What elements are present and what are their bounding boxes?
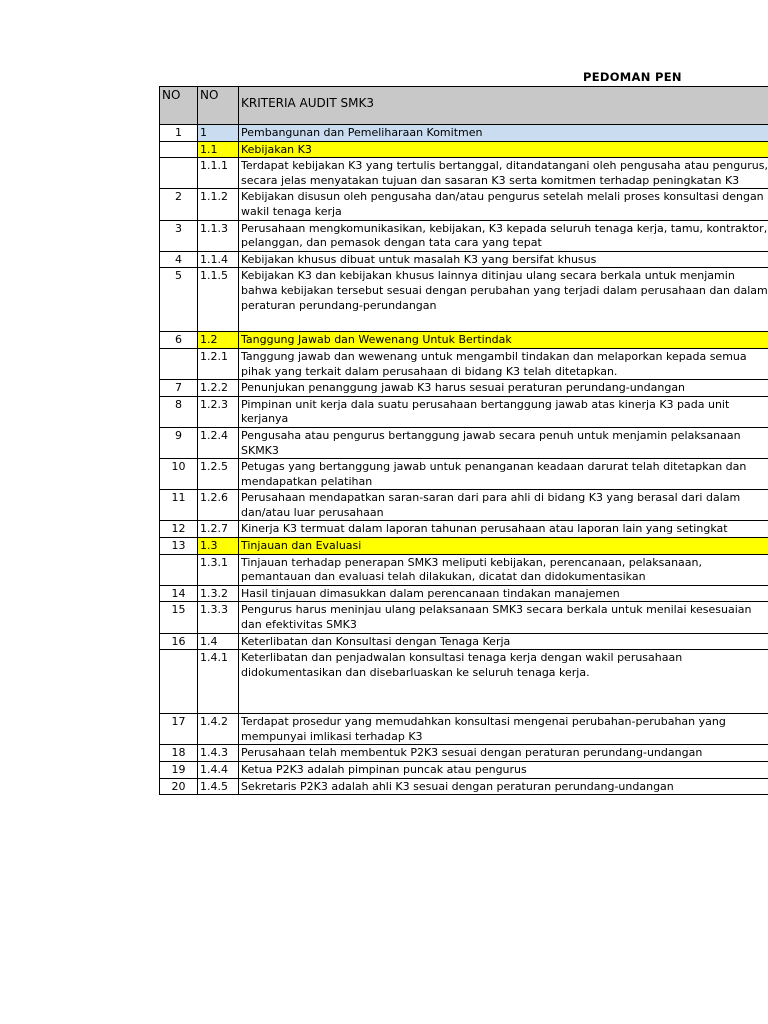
row-number: 11: [160, 490, 198, 521]
table-row: [160, 538, 768, 555]
criteria-code: 1.1: [198, 141, 239, 158]
criteria-text: Keterlibatan dan penjadwalan konsultasi tenaga kerja dengan wakil perusahaan didokumentasikan dan disebarluaskan ke seluruh tenaga kerja.: [239, 650, 768, 714]
criteria-text: Pimpinan unit kerja dala suatu perusahaan bertanggung jawab atas kinerja K3 pada unit kerjanya: [239, 396, 768, 427]
criteria-text: Pengurus harus meninjau ulang pelaksanaan SMK3 secara berkala untuk menilai kesesuaian dan efektivitas SMK3: [239, 602, 768, 633]
row-number: [160, 650, 198, 714]
row-number: 19: [160, 762, 198, 779]
criteria-code: 1.4.4: [198, 762, 239, 779]
criteria-code: 1.3.2: [198, 585, 239, 602]
criteria-text: Ketua P2K3 adalah pimpinan puncak atau pengurus: [239, 762, 768, 779]
table-row: [160, 332, 768, 349]
row-number: 12: [160, 521, 198, 538]
criteria-text: Kinerja K3 termuat dalam laporan tahunan perusahaan atau laporan lain yang setingkat: [239, 521, 768, 538]
row-number: 3: [160, 220, 198, 251]
table-row: [160, 490, 768, 521]
criteria-text: Tanggung jawab dan wewenang untuk mengambil tindakan dan melaporkan kepada semua pihak yang terkait dalam perusahaan di bidang K3 telah ditetapkan.: [239, 348, 768, 379]
criteria-text: Terdapat prosedur yang memudahkan konsultasi mengenai perubahan-perubahan yang mempunyai imlikasi terhadap K3: [239, 714, 768, 745]
criteria-text: Sekretaris P2K3 adalah ahli K3 sesuai dengan peraturan perundang-undangan: [239, 778, 768, 795]
row-number: 2: [160, 189, 198, 220]
criteria-text: Perusahaan telah membentuk P2K3 sesuai dengan peraturan perundang-undangan: [239, 745, 768, 762]
criteria-text: Tinjauan dan Evaluasi: [239, 538, 768, 555]
row-number: 16: [160, 633, 198, 650]
criteria-text: Kebijakan K3: [239, 141, 768, 158]
row-number: 4: [160, 251, 198, 268]
header-criteria: KRITERIA AUDIT SMK3: [239, 87, 768, 125]
criteria-code: 1.4.3: [198, 745, 239, 762]
criteria-code: 1.2.7: [198, 521, 239, 538]
criteria-code: 1: [198, 125, 239, 142]
table-row: [160, 459, 768, 490]
table-row: [160, 602, 768, 633]
table-row: [160, 189, 768, 220]
table-row: [160, 125, 768, 142]
criteria-code: 1.4.2: [198, 714, 239, 745]
criteria-text: Terdapat kebijakan K3 yang tertulis bertanggal, ditandatangani oleh pengusaha atau pengurus, secara jelas menyatakan tujuan dan sasaran K3 serta komitmen terhadap peningkatan K3: [239, 158, 768, 189]
criteria-code: 1.1.5: [198, 268, 239, 332]
criteria-text: Pengusaha atau pengurus bertanggung jawab secara penuh untuk menjamin pelaksanaan SKMK3: [239, 427, 768, 458]
header-no-code: NO: [198, 87, 239, 125]
page-header: PEDOMAN PEN: [583, 70, 682, 84]
header-no: NO: [160, 87, 198, 125]
criteria-code: 1.2.1: [198, 348, 239, 379]
criteria-code: 1.4: [198, 633, 239, 650]
row-number: 13: [160, 538, 198, 555]
table-row: [160, 778, 768, 795]
criteria-code: 1.2.6: [198, 490, 239, 521]
criteria-code: 1.1.1: [198, 158, 239, 189]
criteria-code: 1.2.2: [198, 380, 239, 397]
row-number: 18: [160, 745, 198, 762]
table-row: [160, 251, 768, 268]
table-row: [160, 714, 768, 745]
row-number: 14: [160, 585, 198, 602]
table-row: [160, 585, 768, 602]
table-row: [160, 521, 768, 538]
criteria-text: Petugas yang bertanggung jawab untuk penanganan keadaan darurat telah ditetapkan dan mendapatkan pelatihan: [239, 459, 768, 490]
criteria-text: Tinjauan terhadap penerapan SMK3 meliputi kebijakan, perencanaan, pelaksanaan, pemantauan dan evaluasi telah dilakukan, dicatat dan didokumentasikan: [239, 554, 768, 585]
table-row: [160, 745, 768, 762]
criteria-text: Keterlibatan dan Konsultasi dengan Tenaga Kerja: [239, 633, 768, 650]
criteria-code: 1.3: [198, 538, 239, 555]
criteria-text: Kebijakan K3 dan kebijakan khusus lainnya ditinjau ulang secara berkala untuk menjamin bahwa kebijakan tersebut sesuai dengan perubahan yang terjadi dalam perusahaan dan dalam peraturan perundang-perundangan: [239, 268, 768, 332]
table-row: [160, 141, 768, 158]
criteria-code: 1.1.3: [198, 220, 239, 251]
table-row: [160, 650, 768, 714]
criteria-code: 1.2: [198, 332, 239, 349]
criteria-text: Perusahaan mengkomunikasikan, kebijakan, K3 kepada seluruh tenaga kerja, tamu, kontraktor, pelanggan, dan pemasok dengan tata cara yang tepat: [239, 220, 768, 251]
criteria-code: 1.3.1: [198, 554, 239, 585]
row-number: [160, 554, 198, 585]
row-number: [160, 141, 198, 158]
table-header-row: [160, 87, 768, 125]
table-row: [160, 268, 768, 332]
criteria-code: 1.2.4: [198, 427, 239, 458]
table-row: [160, 762, 768, 779]
table-row: [160, 396, 768, 427]
criteria-code: 1.2.3: [198, 396, 239, 427]
criteria-text: Kebijakan disusun oleh pengusaha dan/atau pengurus setelah melali proses konsultasi dengan wakil tenaga kerja: [239, 189, 768, 220]
criteria-text: Perusahaan mendapatkan saran-saran dari para ahli di bidang K3 yang berasal dari dalam dan/atau luar perusahaan: [239, 490, 768, 521]
criteria-text: Hasil tinjauan dimasukkan dalam perencanaan tindakan manajemen: [239, 585, 768, 602]
table-body: [160, 125, 768, 795]
table-row: [160, 427, 768, 458]
criteria-code: 1.1.2: [198, 189, 239, 220]
criteria-code: 1.1.4: [198, 251, 239, 268]
criteria-code: 1.4.5: [198, 778, 239, 795]
table-row: [160, 220, 768, 251]
table-row: [160, 554, 768, 585]
row-number: 9: [160, 427, 198, 458]
criteria-text: Kebijakan khusus dibuat untuk masalah K3 yang bersifat khusus: [239, 251, 768, 268]
row-number: 10: [160, 459, 198, 490]
table-row: [160, 633, 768, 650]
row-number: 17: [160, 714, 198, 745]
table-row: [160, 380, 768, 397]
row-number: 20: [160, 778, 198, 795]
table-row: [160, 158, 768, 189]
row-number: 8: [160, 396, 198, 427]
criteria-code: 1.2.5: [198, 459, 239, 490]
criteria-text: Tanggung Jawab dan Wewenang Untuk Bertindak: [239, 332, 768, 349]
row-number: 1: [160, 125, 198, 142]
criteria-code: 1.3.3: [198, 602, 239, 633]
table-row: [160, 348, 768, 379]
row-number: 7: [160, 380, 198, 397]
criteria-text: Pembangunan dan Pemeliharaan Komitmen: [239, 125, 768, 142]
row-number: [160, 158, 198, 189]
row-number: [160, 348, 198, 379]
row-number: 15: [160, 602, 198, 633]
audit-criteria-table: [159, 86, 768, 795]
row-number: 5: [160, 268, 198, 332]
row-number: 6: [160, 332, 198, 349]
criteria-code: 1.4.1: [198, 650, 239, 714]
criteria-text: Penunjukan penanggung jawab K3 harus sesuai peraturan perundang-undangan: [239, 380, 768, 397]
